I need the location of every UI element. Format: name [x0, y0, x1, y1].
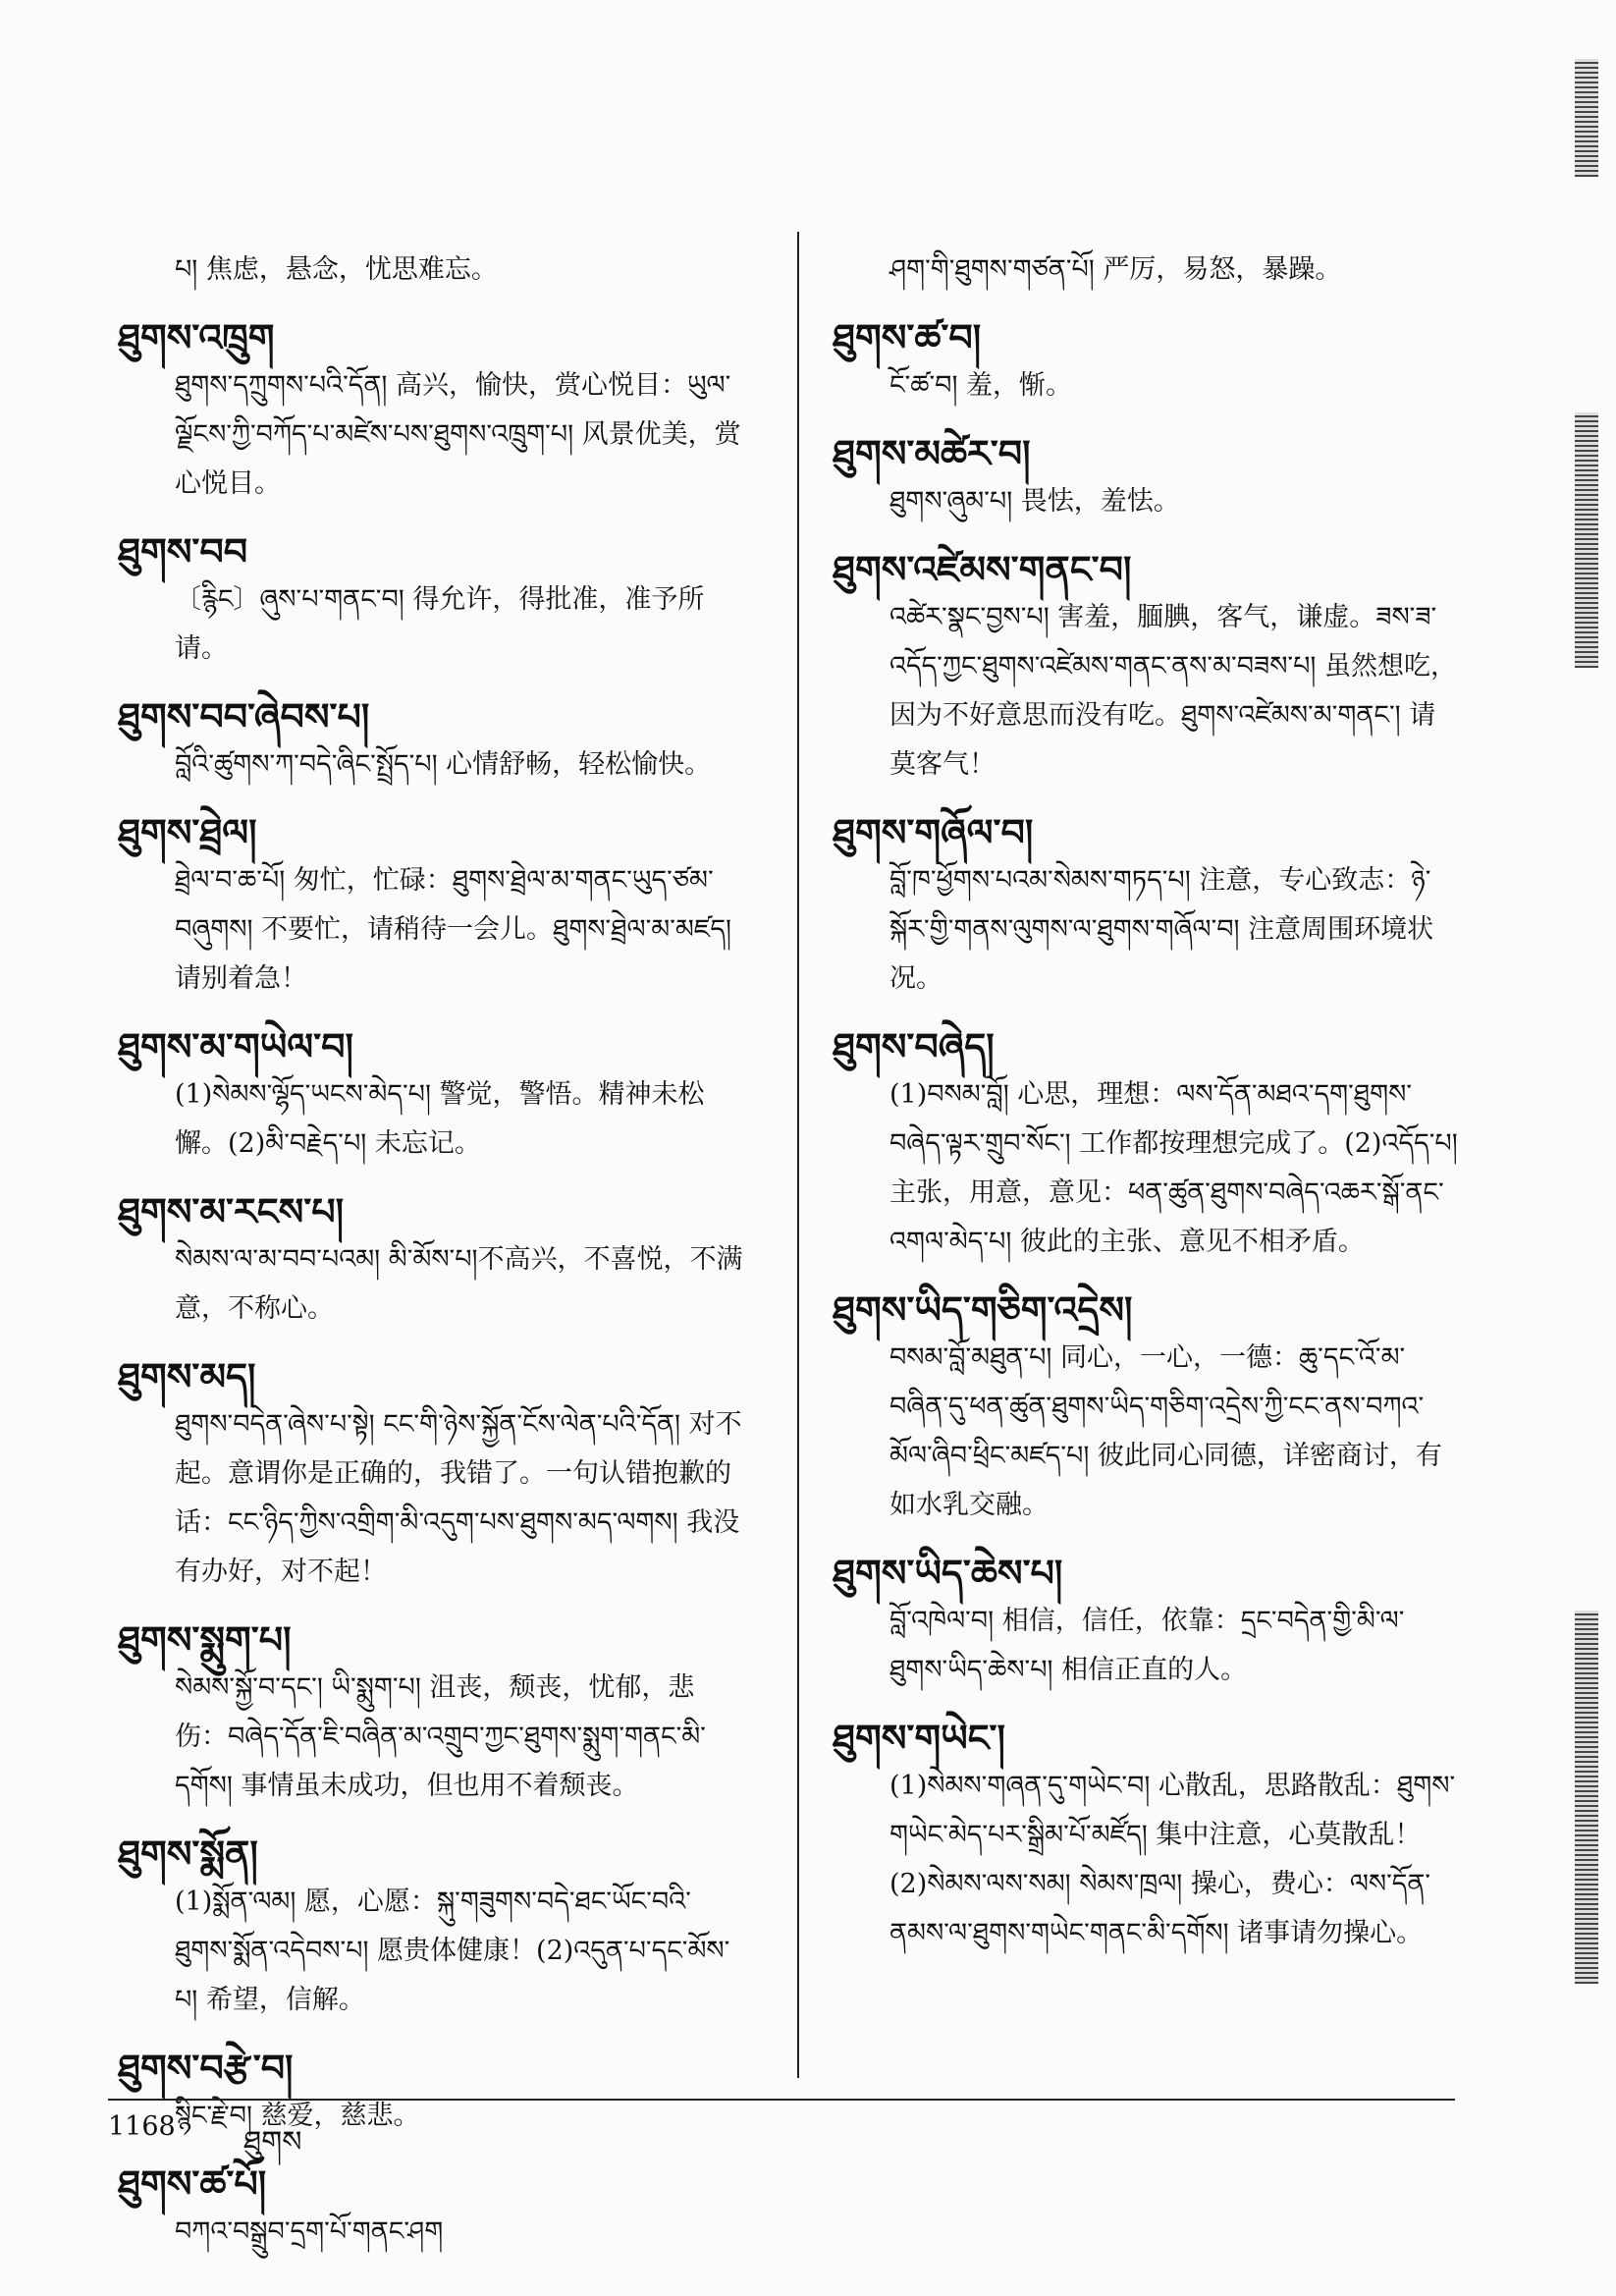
- dictionary-entry: [118, 1616, 746, 1811]
- dictionary-entry: [118, 1188, 746, 1334]
- scan-edge-mark: [1575, 412, 1598, 668]
- dictionary-entry: [118, 693, 746, 790]
- entry-definition: སེམས་ལ་མ་བབ་པའམ། མི་མོས་པ།不高兴，不喜悦，不满意，不称心。: [175, 1244, 743, 1324]
- entry-definition: སེམས་སྐྱོ་བ་དང་། ཡི་སྨུག་པ། 沮丧，颓丧，忧郁，悲伤：བཞེད་དོན་ཇི་བཞིན་མ་འགྲུབ་ཀྱང་ཐུགས་སྨུག་གནང་མི་དགོས། 事情虽未成功，但也用不着颓丧。: [175, 1672, 706, 1801]
- dictionary-entry: [118, 528, 746, 674]
- dictionary-entry: [833, 809, 1461, 1004]
- entry-definition: ཐྲེལ་བ་ཆ་པོ། 匆忙，忙碌：ཐུགས་ཐྲེལ་མ་གནང་ཡུད་ཙམ་བཞུགས། 不要忙，请稍待一会儿。ཐུགས་ཐྲེལ་མ་མཛད། 请别着急！: [175, 865, 731, 994]
- entry-headword: ཐུགས་ཡིད་ཆེས་པ།: [833, 1551, 1063, 1595]
- entry-definition: (1)བསམ་བློ། 心思，理想：ལས་དོན་མཐའ་དག་ཐུགས་བཞེད་ལྟར་གྲུབ་སོང་། 工作都按理想完成了。(2)འདོད་པ། 主张，用意，意见：ཕན་ཚུན་ཐུགས་བཞེད་འཆར་སྒོ་ནང་འགལ་མེད་པ། 彼此的主张、意见不相矛盾。: [889, 1079, 1458, 1257]
- entry-definition: བསམ་བློ་མཐུན་པ། 同心，一心，一德：ཆུ་དང་འོ་མ་བཞིན་དུ་ཕན་ཚུན་ཐུགས་ཡིད་གཅིག་འདྲེས་ཀྱི་ངང་ནས་བཀའ་མོལ་ཞིབ་ཕྲིང་མཛད་པ། 彼此同心同德，详密商讨，有如水乳交融。: [889, 1342, 1442, 1520]
- dictionary-entry: [833, 430, 1461, 526]
- scan-edge-mark: [1575, 59, 1598, 177]
- dictionary-entry: [118, 314, 746, 509]
- entry-definition: (1)སེམས་ལྷོད་ཡངས་མེད་པ། 警觉，警悟。精神未松懈。(2)མི་བརྗེད་པ། 未忘记。: [175, 1079, 705, 1159]
- entry-headword: ཐུགས་སྨོན།: [118, 1831, 258, 1876]
- column-divider: [797, 232, 799, 2078]
- entry-headword: ཐུགས་མ་གཡེལ་བ།: [118, 1024, 353, 1068]
- entry-headword: ཐུགས་སྨུག་པ།: [118, 1617, 292, 1662]
- running-head: ཐུགས: [243, 2125, 302, 2159]
- left-column: [118, 246, 746, 2276]
- dictionary-entry: [118, 1353, 746, 1597]
- entry-continuation: ཤག་གི་ཐུགས་གཙན་པོ། 严厉，易怒，暴躁。: [889, 254, 1342, 285]
- entry-headword: ཐུགས་བརྩེ་བ།: [118, 2046, 294, 2090]
- dictionary-entry: [118, 246, 746, 295]
- entry-headword: ཐུགས་བབ: [118, 529, 248, 574]
- entry-definition: ཐུགས་ཞུམ་པ། 畏怯，羞怯。: [889, 486, 1180, 517]
- entry-headword: ཐུགས་མད།: [118, 1354, 256, 1398]
- right-column: [833, 246, 1461, 1978]
- scan-edge-mark: [1575, 1611, 1598, 1984]
- entry-definition: ཐུགས་དཀྲུགས་པའི་དོན། 高兴，愉快，赏心悦目：ཡུལ་ལྗོངས་ཀྱི་བཀོད་པ་མཛེས་པས་ཐུགས་འཁྲུག་པ། 风景优美，赏心悦目。: [175, 370, 741, 499]
- dictionary-entry: [833, 1023, 1461, 1267]
- dictionary-entry: [118, 809, 746, 1004]
- entry-definition: བློ་འཁེལ་བ། 相信，信任，依靠：དྲང་བདེན་གྱི་མི་ལ་ཐུགས་ཡིད་ཆེས་པ། 相信正直的人。: [889, 1606, 1405, 1685]
- entry-headword: ཐུགས་ཚ་པོ།: [118, 2161, 267, 2206]
- entry-headword: ཐུགས་ཐྲེལ།: [118, 810, 257, 854]
- entry-definition: བློ་ཁ་ཕྱོགས་པའམ་སེམས་གཏད་པ། 注意，专心致志：ཉེ་སྐོར་གྱི་གནས་ལུགས་ལ་ཐུགས་གཞོལ་བ། 注意周围环境状况。: [889, 865, 1434, 994]
- entry-headword: ཐུགས་གཡེང་།: [833, 1716, 1005, 1760]
- dictionary-entry: [833, 1550, 1461, 1695]
- dictionary-entry: [833, 314, 1461, 410]
- entry-headword: ཐུགས་གཞོལ་བ།: [833, 810, 1034, 854]
- footer-rule: [108, 2099, 1455, 2101]
- entry-definition: ཐུགས་བདེན་ཞེས་པ་སྟེ། ངང་གི་ཉེས་སྐྱོན་ངོས་ལེན་པའི་དོན། 对不起。意谓你是正确的，我错了。一句认错抱歉的话：ངང་ཉིད་ཀྱིས་འགྲིག་མི་འདུག་པས་ཐུགས་མད་ལགས། 我没有办好，对不起！: [175, 1409, 742, 1587]
- entry-definition: (1)སེམས་གཞན་དུ་གཡེང་བ། 心散乱，思路散乱：ཐུགས་གཡེང་མེད་པར་སྒྲིམ་པོ་མཛོད། 集中注意，心莫散乱！(2)སེམས་ལས་སམ། སེམས་ཁྲལ། 操心，费心：ལས་དོན་ནམས་ལ་ཐུགས་གཡེང་གནང་མི་དགོས། 诸事请勿操心。: [889, 1771, 1456, 1948]
- entry-headword: ཐུགས་ཡིད་གཅིག་འདྲེས།: [833, 1287, 1133, 1332]
- page-number: 1168: [108, 2111, 176, 2142]
- dictionary-entry: [118, 1831, 746, 2025]
- dictionary-entry: [833, 546, 1461, 790]
- entry-headword: ཐུགས་འཛེམས་གནང་བ།: [833, 547, 1132, 591]
- dictionary-entry: [118, 2045, 746, 2141]
- entry-continuation: པ། 焦虑，悬念，忧思难忘。: [175, 254, 498, 285]
- entry-definition: བློའི་ཚུགས་ཀ་བདེ་ཞིང་སྤྲོད་པ། 心情舒畅，轻松愉快。: [175, 749, 712, 780]
- dictionary-entry: [833, 1715, 1461, 1958]
- dictionary-entry: [118, 1023, 746, 1169]
- entry-definition: འཚེར་སྣང་བྱས་པ། 害羞，腼腆，客气，谦虚。ཟས་ཟ་འདོད་ཀྱང་ཐུགས་འཛེམས་གནང་ནས་མ་བཟས་པ། 虽然想吃，因为不好意思而没有吃。ཐུགས་འཛེམས་མ་གནང་། 请莫客气！: [889, 602, 1457, 780]
- dictionary-entry: [118, 2160, 746, 2257]
- entry-headword: ཐུགས་འཁྲུག: [118, 315, 275, 359]
- entry-definition: 〔རྙིང〕ཞུས་པ་གནང་བ། 得允许，得批准，准予所请。: [175, 584, 705, 664]
- entry-headword: ཐུགས་ཚ་བ།: [833, 315, 982, 359]
- entry-headword: ཐུགས་མ་རངས་པ།: [118, 1189, 345, 1233]
- entry-headword: ཐུགས་མཚེར་བ།: [833, 431, 1031, 475]
- dictionary-entry: [833, 246, 1461, 295]
- dictionary-entry: [833, 1286, 1461, 1530]
- entry-definition: (1)སྨོན་ལམ། 愿，心愿：སྐུ་གཟུགས་བདེ་ཐང་ཡོང་བའི་ཐུགས་སྨོན་འདེབས་པ། 愿贵体健康！(2)འདུན་པ་དང་མོས་པ། 希望，信解。: [175, 1886, 730, 2015]
- entry-definition: ངོ་ཚ་བ། 羞，惭。: [889, 370, 1073, 401]
- entry-headword: ཐུགས་བབ་ཞེབས་པ།: [118, 694, 370, 738]
- entry-definition: སྙིང་རྗེ་བ། 慈爱，慈悲。: [175, 2101, 420, 2131]
- entry-headword: ཐུགས་བཞེད།: [833, 1024, 995, 1068]
- entry-definition: བཀའ་བསྒྲུབ་དྲག་པོ་གནང་ཤག: [175, 2216, 444, 2247]
